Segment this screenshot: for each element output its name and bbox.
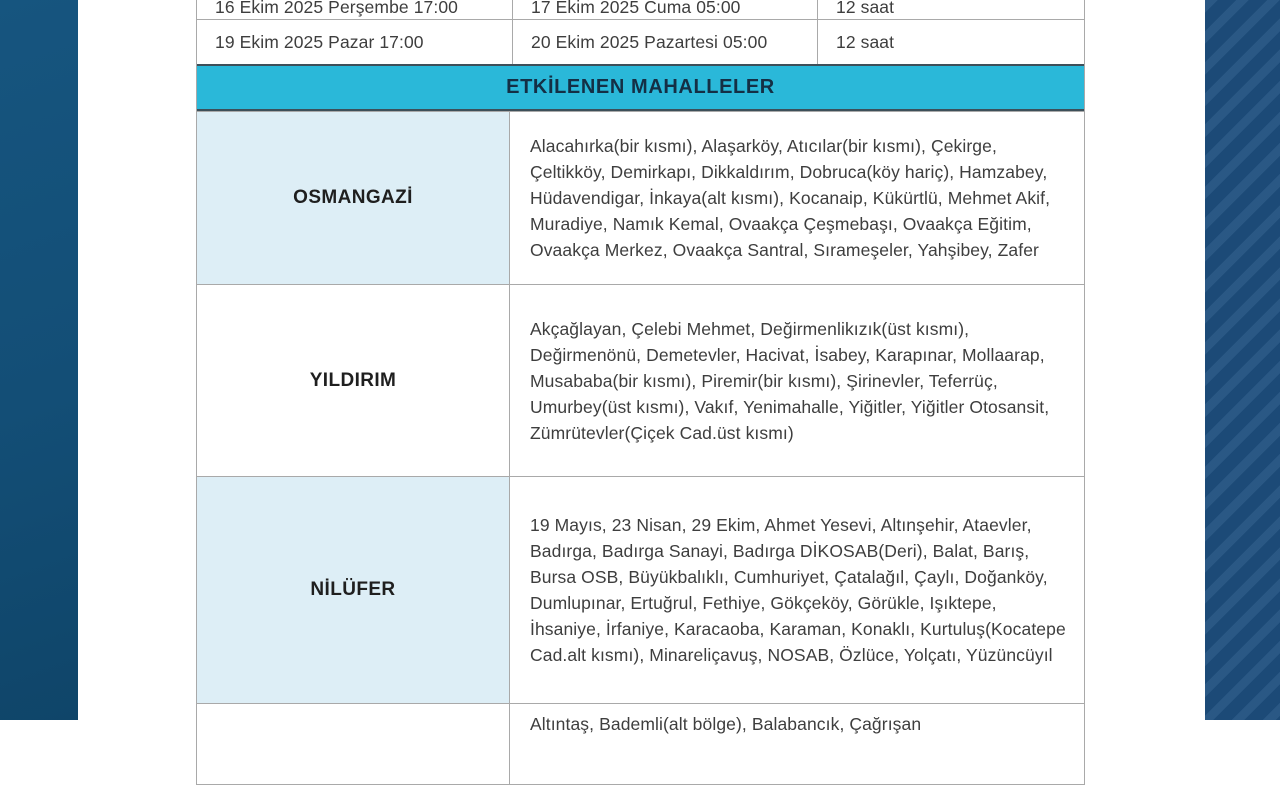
district-row-partial — [197, 703, 1084, 784]
outage-start-cell: 16 Ekim 2025 Perşembe 17:00 — [215, 0, 458, 17]
neighborhood-list: 19 Mayıs, 23 Nisan, 29 Ekim, Ahmet Yesevi, Altınşehir, Ataevler, Badırga, Badırga Sanayi, Badırga DİKOSAB(Deri), Balat, Barış, Bursa OSB, Büyükbalıklı, Cumhuriyet, Çatalağıl, Çaylı, Doğanköy, Dumlupınar, Ertuğrul, Fethiye, Gökçeköy, Görükle, Işıktepe, İhsaniye, İrfaniye, Karacaoba, Karaman, Konaklı, Kurtuluş(Kocatepe Cad.alt kısmı), Minareliçavuş, NOSAB, Özlüce, Yolçatı, Yüzüncüyıl — [509, 477, 1084, 703]
outage-end-cell: 17 Ekim 2025 Cuma 05:00 — [512, 0, 817, 19]
district-row-osmangazi — [197, 111, 1084, 284]
neighborhood-list: Akçağlayan, Çelebi Mehmet, Değirmenlikızık(üst kısmı), Değirmenönü, Demetevler, Hacivat, İsabey, Karapınar, Mollaarap, Musababa(bir kısmı), Piremir(bir kısmı), Şirinevler, Teferrüç, Umurbey(üst kısmı), Vakıf, Yenimahalle, Yiğitler, Yiğitler Otosansit, Zümrütevler(Çiçek Cad.üst kısmı) — [509, 285, 1084, 476]
outage-duration-cell: 12 saat — [817, 20, 1084, 64]
schedule-row-2 — [197, 19, 1084, 64]
district-row-nilufer — [197, 476, 1084, 703]
district-name: YILDIRIM — [309, 369, 397, 391]
left-background-band — [0, 0, 78, 720]
district-name: OSMANGAZİ — [197, 112, 509, 284]
district-name: NİLÜFER — [197, 477, 509, 703]
outage-duration-cell: 12 saat — [817, 0, 1084, 19]
schedule-row-1 — [197, 0, 1084, 19]
affected-neighborhoods-header — [197, 64, 1084, 111]
district-name — [197, 704, 509, 784]
neighborhood-list: Alacahırka(bir kısmı), Alaşarköy, Atıcılar(bir kısmı), Çekirge, Çeltikköy, Demirkapı, Dikkaldırım, Dobruca(köy hariç), Hamzabey, Hüdavendigar, İnkaya(alt kısmı), Kocanaip, Kükürtlü, Mehmet Akif, Muradiye, Namık Kemal, Ovaakça Çeşmebaşı, Ovaakça Eğitim, Ovaakça Merkez, Ovaakça Santral, Sırameşeler, Yahşibey, Zafer — [509, 112, 1084, 284]
section-title: ETKİLENEN MAHALLELER — [506, 76, 775, 98]
neighborhood-list: Altıntaş, Bademli(alt bölge), Balabancık, Çağrışan — [509, 704, 1084, 784]
outage-end-cell: 20 Ekim 2025 Pazartesi 05:00 — [512, 20, 817, 64]
right-background-band — [1205, 0, 1280, 720]
water-outage-table — [196, 0, 1085, 785]
district-row-yildirim — [197, 284, 1084, 476]
outage-start-cell: 19 Ekim 2025 Pazar 17:00 — [215, 31, 424, 52]
